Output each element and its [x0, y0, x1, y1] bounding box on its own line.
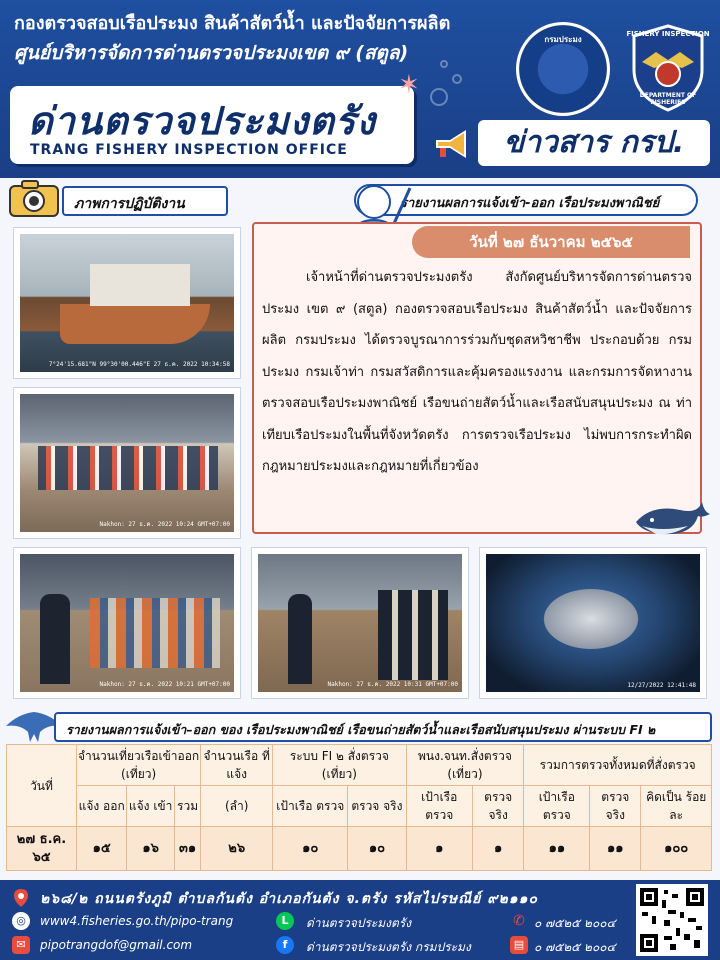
officers-group-shape: [378, 590, 448, 680]
cell-date: ๒๗ ธ.ค. ๖๕: [7, 827, 77, 871]
footer-website-link[interactable]: www4.fisheries.go.th/pipo-trang: [40, 914, 234, 928]
phone-icon: ✆: [513, 913, 525, 929]
photo-crew-image: [20, 554, 234, 692]
photo-timestamp: Nakhon: 27 ธ.ค. 2022 10:31 GMT+07:00: [327, 681, 458, 688]
table-header-row: [7, 745, 712, 786]
badge-top-text: FISHERY INSPECTION: [626, 30, 710, 38]
cell-out: ๑๕: [77, 827, 127, 871]
location-pin-icon: [12, 888, 30, 908]
sub-out: แจ้ง ออก: [77, 786, 127, 827]
globe-icon: ◎: [12, 912, 30, 930]
boat-cabin-shape: [90, 264, 190, 306]
officer-figure: [40, 594, 70, 684]
footer-fax: ๐ ๗๕๒๕ ๒๐๐๔: [534, 940, 616, 954]
sub-unit: (ลำ): [201, 786, 273, 827]
cell-officer-actual: ๑: [472, 827, 523, 871]
photo-document-review: [252, 548, 468, 698]
cell-total-actual: ๑๑: [590, 827, 641, 871]
group-boats-header: จำนวนเรือ ที่แจ้ง: [201, 745, 273, 786]
cell-boats: ๒๖: [201, 827, 273, 871]
group-trips-header: จำนวนเที่ยวเรือเข้าออก (เที่ยว): [77, 745, 201, 786]
table-title: รายงานผลการแจ้งเข้า–ออก ของ เรือประมงพาณิชย์ เรือขนถ่ายสัตว์น้ำและเรือสนับสนุนประมง ผ่านระบบ FI ๒: [54, 712, 712, 742]
mail-icon: ✉: [12, 936, 30, 954]
facebook-icon: f: [276, 936, 294, 954]
bubble-decoration: [440, 60, 448, 68]
footer-address: ๒๖๘/๒ ถนนตรังภูมิ ตำบลกันตัง อำเภอกันตัง จ.ตรัง รหัสไปรษณีย์ ๙๒๑๑๐: [40, 891, 539, 907]
photo-boat-inspection: [14, 228, 240, 378]
sub-sum: รวม: [174, 786, 200, 827]
photo-fish-hold-camera: [480, 548, 706, 698]
qr-code-pattern: [640, 888, 704, 952]
people-group-shape: [38, 446, 218, 490]
camera-icon: [6, 178, 62, 220]
officer-figure: [288, 594, 312, 684]
sub-fi-actual: ตรวจ จริง: [348, 786, 406, 827]
fishery-inspection-badge-logo: [622, 22, 714, 114]
footer-facebook-link[interactable]: ด่านตรวจประมงตรัง กรมประมง: [306, 940, 471, 954]
photo-team-lineup: [14, 388, 240, 538]
photo-timestamp: 7°24'15.681"N 99°30'00.446"E 27 ธ.ค. 2022 10:34:58: [48, 361, 230, 368]
office-title-thai: ด่านตรวจประมงตรัง: [28, 99, 376, 143]
sub-officer-target: เป้าเรือ ตรวจ: [406, 786, 472, 827]
megaphone-icon: [432, 128, 474, 160]
office-title-english: TRANG FISHERY INSPECTION OFFICE: [30, 142, 348, 158]
line-app-icon: L: [276, 912, 294, 930]
photo-crew-check: [14, 548, 240, 698]
cell-total-target: ๑๑: [524, 827, 590, 871]
footer-email-link[interactable]: pipotrangdof@gmail.com: [40, 938, 193, 952]
department-seal-logo: [516, 22, 610, 116]
photo-timestamp: Nakhon: 27 ธ.ค. 2022 10:24 GMT+07:00: [99, 521, 230, 528]
photo-fish-hold-image: [486, 554, 700, 692]
photo-team-image: [20, 394, 234, 532]
sub-percent: คิดเป็น ร้อยละ: [641, 786, 712, 827]
photo-document-image: [258, 554, 462, 692]
org-line-1: กองตรวจสอบเรือประมง สินค้าสัตว์น้ำ และปัจจัยการผลิต: [14, 13, 451, 34]
cell-fi-target: ๑๐: [273, 827, 348, 871]
badge-bottom-text: DEPARTMENT OF FISHERIES: [639, 92, 697, 106]
photo-boat-image: [20, 234, 234, 372]
report-date: วันที่ ๒๗ ธันวาคม ๒๕๖๕: [412, 226, 690, 258]
fish-catch-shape: [536, 584, 646, 654]
crew-group-shape: [90, 598, 220, 668]
whale-icon: [632, 492, 712, 542]
sub-total-target: เป้าเรือ ตรวจ: [524, 786, 590, 827]
boat-hull-shape: [60, 304, 210, 344]
cell-sum: ๓๑: [174, 827, 200, 871]
inspection-stats-table: [6, 744, 712, 871]
bubble-decoration: [430, 88, 448, 106]
group-officer-header: พนง.จนท.สั่งตรวจ (เที่ยว): [406, 745, 524, 786]
cell-in: ๑๖: [127, 827, 175, 871]
footer: [0, 880, 720, 960]
org-line-2: ศูนย์บริหารจัดการด่านตรวจประมงเขต ๙ (สตูล): [14, 42, 409, 64]
photos-section-tag: ภาพการปฏิบัติงาน: [62, 186, 228, 216]
sub-officer-actual: ตรวจ จริง: [472, 786, 523, 827]
news-label: ข่าวสาร กรป.: [478, 120, 710, 166]
report-body: เจ้าหน้าที่ด่านตรวจประมงตรัง สังกัดศูนย์บริหารจัดการด่านตรวจประมง เขต ๙ (สตูล) กองตรวจสอบเรือประมง สินค้าสัตว์น้ำ และปัจจัยการผลิต กรมประมง ได้ตรวจบูรณาการร่วมกับชุดสหวิชาชีพ ประกอบด้วย กรมประมง กรมเจ้าท่า กรมสวัสดิการและคุ้มครองแรงงาน และกรมการจัดหางาน ตรวจสอบเรือประมงพาณิชย์ เรือขนถ่ายสัตว์น้ำและเรือสนับสนุนประมง ณ ท่าเทียบเรือประมงในพื้นที่จังหวัดตรัง การตรวจเรือประมง ไม่พบการกระทำผิดกฎหมายประมงและกฎหมายที่เกี่ยวข้อง: [262, 270, 692, 474]
group-fi-header: ระบบ FI ๒ สั่งตรวจ (เที่ยว): [273, 745, 406, 786]
starfish-icon: ✶: [398, 70, 420, 100]
sub-in: แจ้ง เข้า: [127, 786, 175, 827]
cell-percent: ๑๐๐: [641, 827, 712, 871]
table-row: [7, 827, 712, 871]
report-section-tag: รายงานผลการแจ้งเข้า-ออก เรือประมงพาณิชย์: [354, 184, 698, 216]
seal-a-text: กรมประมง: [544, 35, 582, 44]
col-date-header: วันที่: [7, 745, 77, 827]
photo-timestamp: Nakhon: 27 ธ.ค. 2022 10:21 GMT+07:00: [99, 681, 230, 688]
footer-line-account[interactable]: ด่านตรวจประมงตรัง: [306, 916, 412, 930]
fax-icon: ▤: [510, 936, 528, 954]
bubble-decoration: [452, 74, 462, 84]
photo-timestamp: 12/27/2022 12:41:48: [627, 682, 696, 689]
cell-officer-target: ๑: [406, 827, 472, 871]
office-title-box: [10, 86, 414, 164]
qr-code[interactable]: [636, 884, 708, 956]
footer-phone[interactable]: ๐ ๗๕๒๕ ๒๐๐๔: [534, 916, 616, 930]
group-total-header: รวมการตรวจทั้งหมดที่สั่งตรวจ: [524, 745, 712, 786]
header-banner: [0, 0, 720, 178]
sub-fi-target: เป้าเรือ ตรวจ: [273, 786, 348, 827]
cell-fi-actual: ๑๐: [348, 827, 406, 871]
sub-total-actual: ตรวจ จริง: [590, 786, 641, 827]
table-subheader-row: [7, 786, 712, 827]
